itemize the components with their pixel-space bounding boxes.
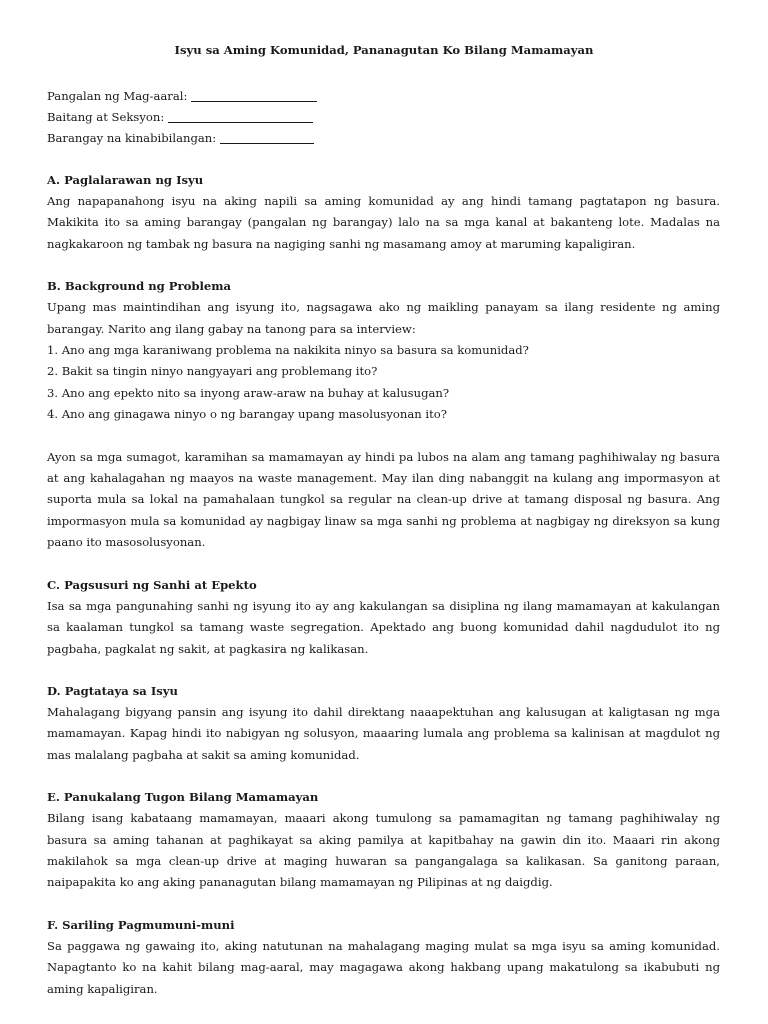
section-f xyxy=(47,915,720,1000)
section-d-heading: D. Pagtataya sa Isyu xyxy=(47,683,178,698)
student-name-field xyxy=(47,86,317,107)
section-e-text: Bilang isang kabataang mamamayan, maaari akong tumulong sa pamamagitan ng tamang paghihiwalay ng basura sa aming tahanan at paghikayat sa aking pamilya at kapitbahay na gawin din ito. Maaari rin akong makilahok sa mga clean-up drive at maging huwaran sa pangangalaga sa kalikasan. Sa ganitong paraan, naipapakita ko ang aking pananagutan bilang mamamayan ng Pilipinas at ng daigdig. xyxy=(47,811,720,890)
interview-question: 4. Ano ang ginagawa ninyo o ng barangay upang masolusyonan ito? xyxy=(47,407,447,422)
section-a-text: Ang napapanahong isyu na aking napili sa aming komunidad ay ang hindi tamang pagtatapon ng basura. Makikita ito sa aming barangay (pangalan ng barangay) lalo na sa mga kanal at bakanteng lote. Madalas na nagkakaroon ng tambak ng basura na nagiging sanhi ng masamang amoy at maruming kapaligiran. xyxy=(47,194,720,251)
document-body xyxy=(47,170,720,1021)
interview-question: 2. Bakit sa tingin ninyo nangyayari ang problemang ito? xyxy=(47,364,378,379)
section-c-text: Isa sa mga pangunahing sanhi ng isyung ito ay ang kakulangan sa disiplina ng ilang mamamayan at kakulangan sa kaalaman tungkol sa tamang waste segregation. Apektado ang buong komunidad dahil nagdudulot ito ng pagbaha, pagkalat ng sakit, at pagkasira ng kalikasan. xyxy=(47,598,720,656)
interview-question: 3. Ano ang epekto nito sa inyong araw-araw na buhay at kalusugan? xyxy=(47,385,450,400)
student-name-blank xyxy=(191,88,317,102)
section-d-text: Mahalagang bigyang pansin ang isyung ito dahil direktang naaapektuhan ang kalusugan at kaligtasan ng mga mamamayan. Kapag hindi ito nabigyan ng solusyon, maaaring lumala ang problema sa kalinisan at magdulot ng mas malalang pagbaha at sakit sa aming komunidad. xyxy=(47,704,720,762)
section-b-intro: Upang mas maintindihan ang isyung ito, nagsagawa ako ng maikling panayam sa ilang residente ng aming barangay. Narito ang ilang gabay na tanong para sa interview: xyxy=(47,300,720,336)
section-b-findings: Ayon sa mga sumagot, karamihan sa mamamayan ay hindi pa lubos na alam ang tamang paghihiwalay ng basura at ang kahalagahan ng maayos na waste management. May ilan ding nabanggit na kulang ang impormasyon at suporta mula sa lokal na pamahalaan tungkol sa regular na clean-up drive at tamang disposal ng basura. Ang impormasyon mula sa komunidad ay nagbigay linaw sa mga sanhi ng problema at nagbigay ng direksyon sa kung paano ito masosolusyonan. xyxy=(47,449,720,550)
section-e xyxy=(47,787,720,894)
section-c xyxy=(47,575,720,660)
section-a xyxy=(47,170,720,255)
student-info-fields xyxy=(47,86,317,149)
barangay-blank xyxy=(220,130,314,144)
section-e-heading: E. Panukalang Tugon Bilang Mamamayan xyxy=(47,790,319,805)
grade-section-blank xyxy=(168,109,313,123)
barangay-field xyxy=(47,128,317,149)
document-title: Isyu sa Aming Komunidad, Pananagutan Ko Bilang Mamamayan xyxy=(174,43,594,57)
grade-section-field xyxy=(47,107,317,128)
section-b xyxy=(47,276,720,553)
barangay-label: Barangay na kinabibilangan: xyxy=(47,131,217,145)
section-f-heading: F. Sariling Pagmumuni-muni xyxy=(47,917,235,932)
section-f-text: Sa paggawa ng gawaing ito, aking natutunan na mahalagang maging mulat sa mga isyu sa aming komunidad. Napagtanto ko na kahit bilang mag-aaral, may magagawa akong hakbang upang makatulong sa ikabubuti ng aming kapaligiran. xyxy=(47,938,720,996)
section-d xyxy=(47,681,720,766)
student-name-label: Pangalan ng Mag-aaral: xyxy=(47,89,188,103)
interview-question: 1. Ano ang mga karaniwang problema na nakikita ninyo sa basura sa komunidad? xyxy=(47,343,529,358)
section-a-heading: A. Paglalarawan ng Isyu xyxy=(47,173,204,187)
grade-section-label: Baitang at Seksyon: xyxy=(47,110,165,124)
section-b-heading: B. Background ng Problema xyxy=(47,279,232,294)
section-c-heading: C. Pagsusuri ng Sanhi at Epekto xyxy=(47,577,257,592)
